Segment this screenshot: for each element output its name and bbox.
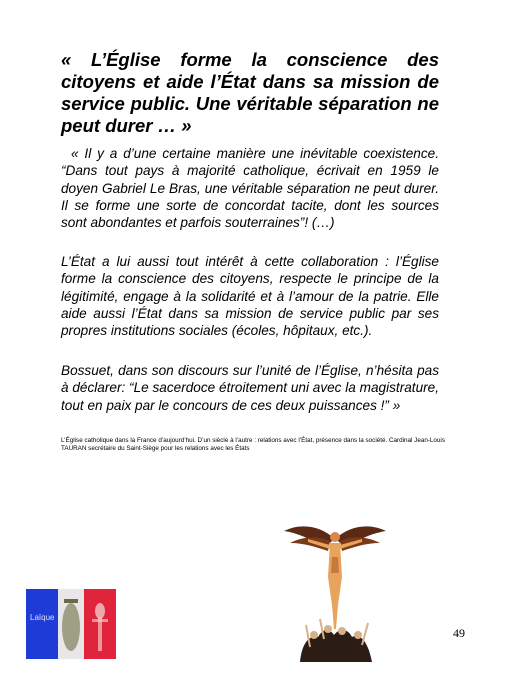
illustration-image [280,517,390,662]
source-citation: L’Église catholique dans la France d’aujourd’hui. D’un siècle à l’autre : relations avec l’État, présence dans la société. Cardinal Jean-Louis TAURAN secrétaire du Saint-Siège pour les relations avec les États [61,437,445,453]
article-title: « L’Église forme la conscience des citoyens et aide l’État dans sa mission de service public. Une véritable séparation ne peut durer … » [61,49,439,136]
cover-title-text: Laïque [30,613,55,622]
quote-paragraph-1: « Il y a d’une certaine manière une inévitable coexistence. “Dans tout pays à majorité catholique, écrivait en 1959 le doyen Gabriel Le Bras, une véritable séparation ne peut durer. Il se forme une sorte de concordat tacite, dont les sources sont abondantes et parfois souterraines”! (…) [61,146,439,231]
book-cover-thumbnail [26,589,116,659]
page-number: 49 [453,626,465,640]
quote-paragraph-3: Bossuet, dans son discours sur l’unité de l’Église, n’hésita pas à déclarer: “Le sacerdoce étroitement uni avec la magistrature, tout en paix par le concours de ces deux puissances !” » [61,363,439,413]
quote-paragraph-2: L’État a lui aussi tout intérêt à cette collaboration : l’Église forme la conscience des citoyens, respecte le principe de la légitimité, engage à la solidarité et à l’amour de la patrie. Elle aide aussi l’État dans sa mission de service public par ses propres institutions sociales (écoles, hôpitaux, etc.). [61,254,439,339]
cover-image [26,589,116,659]
winged-figure-illustration [280,517,390,662]
